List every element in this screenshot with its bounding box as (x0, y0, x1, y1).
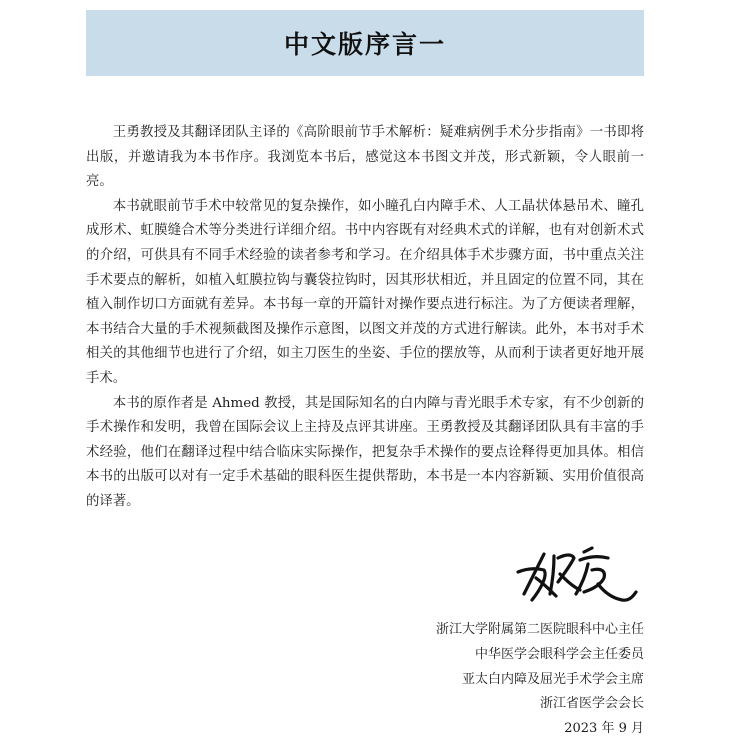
signoff-line-4: 浙江省医学会会长 (539, 696, 644, 712)
page-title: 中文版序言一 (283, 30, 446, 59)
signoff-line-1: 浙江大学附属第二医院眼科中心主任 (435, 622, 644, 637)
signoff-date: 2023 年 9 月 (564, 721, 644, 737)
paragraph-3: 本书的原作者是 Ahmed 教授，其是国际知名的白内障与青光眼手术专家，有不少创新的手术操作和发明，我曾在国际会议上主持及点评其讲座。王勇教授及其翻译团队具有丰富的手术经验，他们在翻译过程中结合临床实际操作，把复杂手术操作的要点诠释得更加具体。相信本书的出版可以对有一定手术基础的眼科医生提供帮助，本书是一本内容新颖、实用价值很高的译著。 (86, 395, 644, 509)
signoff-block (436, 618, 644, 742)
paragraph-1: 王勇教授及其翻译团队主译的《高阶眼前节手术解析：疑难病例手术分步指南》一书即将出版，并邀请我为本书作序。我浏览本书后，感觉这本书图文并茂，形式新颖，令人眼前一亮。 (86, 125, 644, 190)
signoff-line-2: 中华医学会眼科学会主任委员 (474, 646, 644, 662)
paragraph-2: 本书就眼前节手术中较常见的复杂操作，如小瞳孔白内障手术、人工晶状体悬吊术、瞳孔成形术、虹膜缝合术等分类进行详细介绍。书中内容既有对经典术式的详解，也有对创新术式的介绍，可供具有不同手术经验的读者参考和学习。在介绍具体手术步骤方面，书中重点关注手术要点的解析，如植入虹膜拉钩与囊袋拉钩时，因其形状相近，并且固定的位置不同，其在植入制作切口方面就有差异。本书每一章的开篇针对操作要点进行标注。为了方便读者理解，本书结合大量的手术视频截图及操作示意图，以图文并茂的方式进行解读。此外，本书对手术相关的其他细节也进行了介绍，如主刀医生的坐姿、手位的摆放等，从而利于读者更好地开展手术。 (86, 198, 644, 386)
handwritten-signature (514, 544, 642, 608)
signoff-line-3: 亚太白内障及屈光手术学会主席 (461, 671, 644, 687)
title-banner (86, 10, 644, 76)
preface-body (86, 121, 644, 515)
